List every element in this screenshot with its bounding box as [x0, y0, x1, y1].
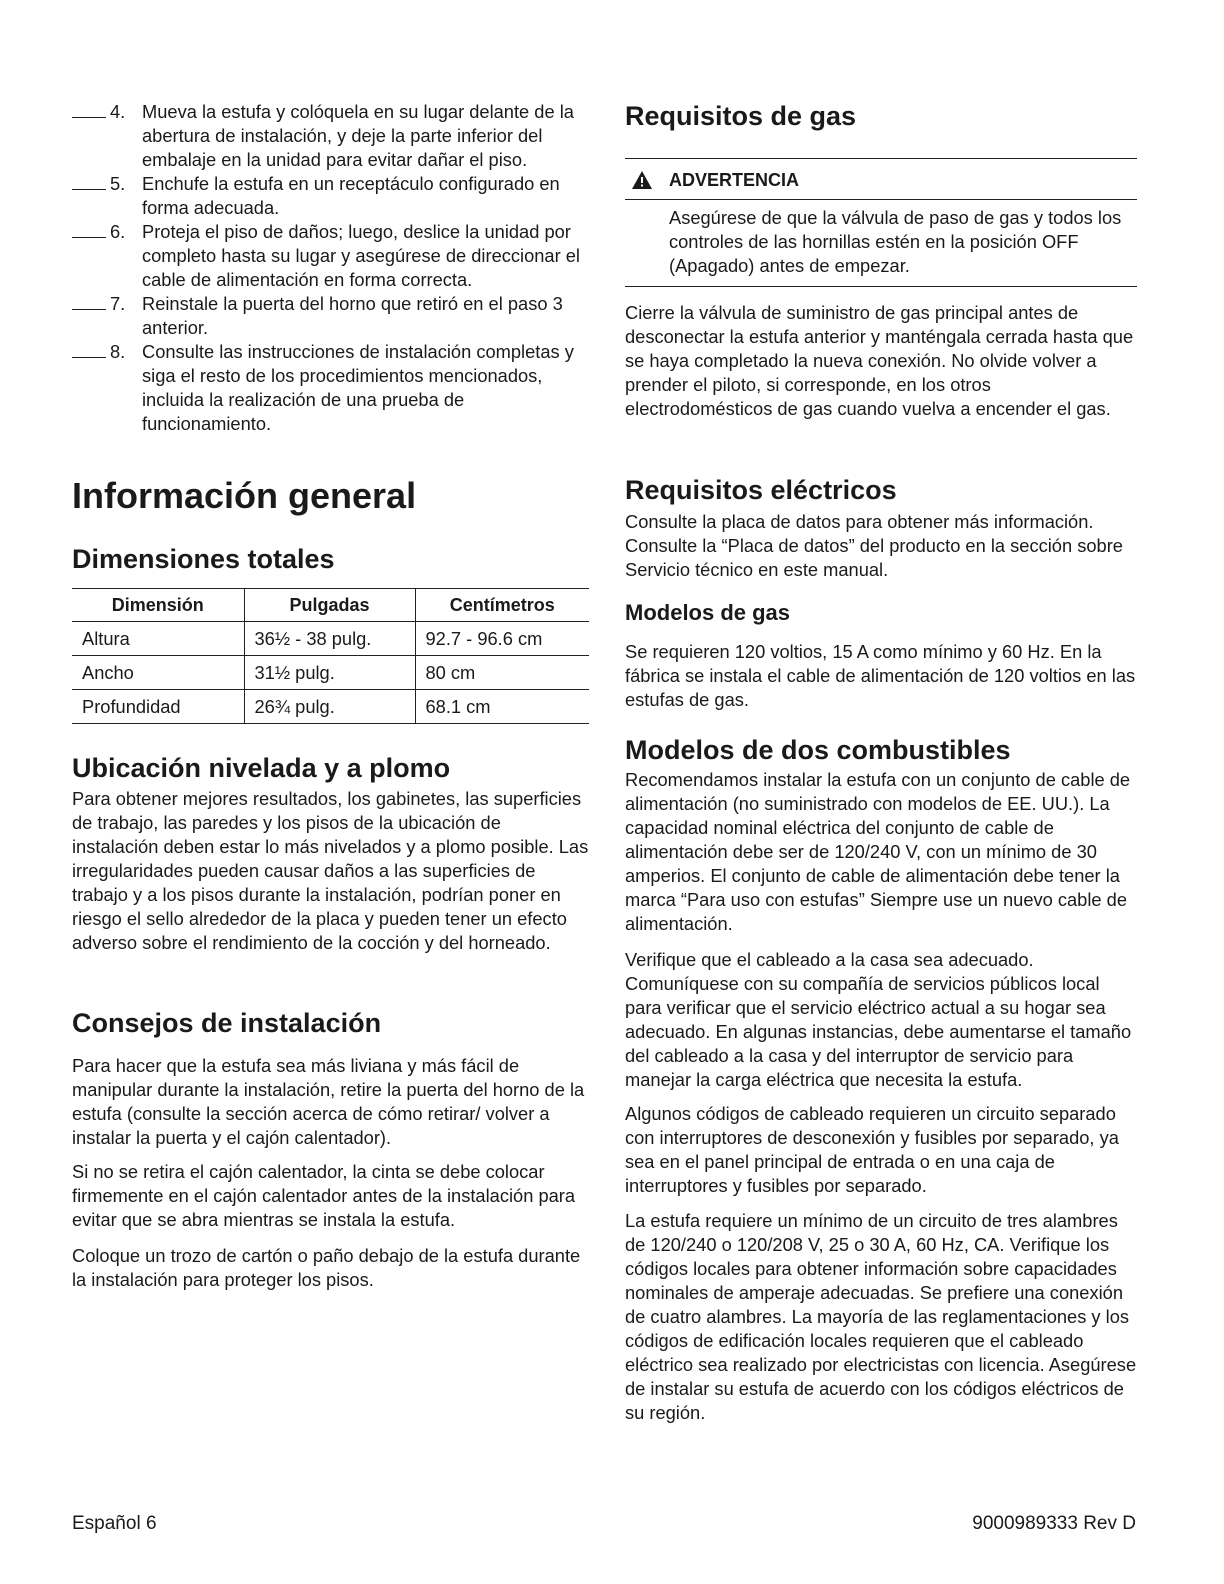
step-text: Proteja el piso de daños; luego, deslice la unidad por completo hasta su lugar y asegúrese de direccionar el cable de alimentación en forma correcta. [142, 221, 580, 290]
table-cell: 68.1 cm [415, 690, 589, 724]
gas-paragraph: Cierre la válvula de suministro de gas principal antes de desconectar la estufa anterior y manténgala cerrada hasta que se haya completado la nueva conexión. No olvide volver a prender el piloto, si corresponde, en los otros electrodomésticos de gas cuando vuelva a encender el gas. [625, 302, 1134, 419]
heading-gas-requirements: Requisitos de gas [625, 101, 857, 131]
heading-electric-requirements: Requisitos eléctricos [625, 475, 897, 505]
tips-paragraph-2: Si no se retira el cajón calentador, la cinta se debe colocar firmemente en el cajón calentador antes de la instalación para evitar que se abra mientras se instala la estufa. [72, 1161, 576, 1230]
step-item [72, 220, 592, 292]
heading-dual-fuel: Modelos de dos combustibles [625, 735, 1011, 765]
checkbox-line[interactable] [72, 220, 106, 238]
checkbox-line[interactable] [72, 172, 106, 190]
step-item [72, 172, 592, 220]
step-item [72, 340, 592, 436]
checkbox-line[interactable] [72, 340, 106, 358]
heading-gas-models: Modelos de gas [625, 600, 791, 625]
dual-paragraph-2: Verifique que el cableado a la casa sea adecuado. Comuníquese con su compañía de servicios públicos local para verificar que el servicio eléctrico actual a su hogar sea adecuado. En algunas instancias, debe aumentarse el tamaño del cableado a la casa y del interruptor de servicio para manejar la carga eléctrica que necesita la estufa. [625, 949, 1132, 1090]
table-cell: 31½ pulg. [244, 656, 415, 690]
warning-header [625, 167, 799, 193]
warning-top-rule [625, 158, 1137, 159]
dimensions-table [72, 588, 589, 724]
step-number: 6. [110, 221, 126, 242]
step-text: Mueva la estufa y colóquela en su lugar delante de la abertura de instalación, y deje la parte inferior del embalaje en la unidad para evitar dañar el piso. [142, 101, 574, 170]
checkbox-line[interactable] [72, 292, 106, 310]
footer-doc-number: 9000989333 Rev D [972, 1513, 1136, 1534]
dual-paragraph-4: La estufa requiere un mínimo de un circuito de tres alambres de 120/240 o 120/208 V, 25 o 30 A, 60 Hz, CA. Verifique los códigos locales para obtener información sobre capacidades nominales de amperaje adecuadas. Se prefiere una conexión de cuatro alambres. La mayoría de las reglamentaciones y los códigos de edificación locales requieren que el cableado eléctrico sea realizado por electricistas con licencia. Asegúrese de instalar su estufa de acuerdo con los códigos eléctricos de su región. [625, 1210, 1137, 1423]
table-cell: Altura [72, 622, 244, 656]
steps-list [72, 100, 592, 436]
dual-paragraph-1: Recomendamos instalar la estufa con un conjunto de cable de alimentación (no suministrado con modelos de EE. UU.). La capacidad nominal eléctrica del conjunto de cable de alimentación debe ser de 120/240 V, con un mínimo de 30 amperios. El conjunto de cable de alimentación debe tener la marca “Para uso con estufas” Siempre use un nuevo cable de alimentación. [625, 769, 1131, 934]
table-header: Dimensión [72, 589, 244, 622]
step-text: Enchufe la estufa en un receptáculo configurado en forma adecuada. [142, 173, 560, 218]
table-cell: 36½ - 38 pulg. [244, 622, 415, 656]
table-row [72, 656, 589, 690]
step-number: 7. [110, 293, 126, 314]
table-row [72, 622, 589, 656]
heading-level: Ubicación nivelada y a plomo [72, 753, 451, 783]
table-header: Pulgadas [244, 589, 415, 622]
footer-page-number: Español 6 [72, 1513, 157, 1534]
section-title-general: Información general [72, 475, 417, 516]
heading-tips: Consejos de instalación [72, 1008, 382, 1038]
step-item [72, 100, 592, 172]
heading-dimensions: Dimensiones totales [72, 544, 335, 574]
step-text: Reinstale la puerta del horno que retiró en el paso 3 anterior. [142, 293, 563, 338]
tips-paragraph-3: Coloque un trozo de cartón o paño debajo de la estufa durante la instalación para proteger los pisos. [72, 1245, 581, 1290]
dual-paragraph-3: Algunos códigos de cableado requieren un circuito separado con interruptores de desconexión y fusibles por separado, ya sea en el panel principal de entrada o en una caja de interruptores y fusibles por separado. [625, 1103, 1119, 1196]
table-cell: 26¾ pulg. [244, 690, 415, 724]
table-row [72, 690, 589, 724]
table-cell: 92.7 - 96.6 cm [415, 622, 589, 656]
gas-models-paragraph: Se requieren 120 voltios, 15 A como mínimo y 60 Hz. En la fábrica se instala el cable de alimentación de 120 voltios en las estufas de gas. [625, 641, 1136, 710]
step-number: 5. [110, 173, 126, 194]
step-number: 8. [110, 341, 126, 362]
step-number: 4. [110, 101, 126, 122]
checkbox-line[interactable] [72, 100, 106, 118]
tips-paragraph-1: Para hacer que la estufa sea más liviana y más fácil de manipular durante la instalación, retire la puerta del horno de la estufa (consulte la sección acerca de cómo retirar/ volver a instalar la puerta y el cajón calentador). [72, 1055, 585, 1148]
step-item [72, 292, 592, 340]
step-text: Consulte las instrucciones de instalación completas y siga el resto de los procedimientos mencionados, incluida la realización de una prueba de funcionamiento. [142, 341, 574, 434]
level-paragraph: Para obtener mejores resultados, los gabinetes, las superficies de trabajo, las paredes y los pisos de la ubicación de instalación deben estar lo más nivelados y a plomo posible. Las irregularidades pueden causar daños a las superficies de trabajo y a los pisos durante la instalación, podrían poner en riesgo el sello alrededor de la placa y pueden tener un efecto adverso sobre el rendimiento de la cocción y del horneado. [72, 788, 589, 953]
table-header: Centímetros [415, 589, 589, 622]
warning-triangle-icon [631, 170, 653, 190]
electric-paragraph: Consulte la placa de datos para obtener más información. Consulte la “Placa de datos” del producto en la sección sobre Servicio técnico en este manual. [625, 511, 1123, 580]
table-header-row [72, 589, 589, 622]
warning-bottom-rule [625, 286, 1137, 287]
table-cell: Profundidad [72, 690, 244, 724]
warning-text: Asegúrese de que la válvula de paso de gas y todos los controles de las hornillas estén en la posición OFF (Apagado) antes de empezar. [669, 207, 1122, 276]
warning-mid-rule [625, 199, 1137, 200]
table-cell: 80 cm [415, 656, 589, 690]
table-cell: Ancho [72, 656, 244, 690]
warning-label: ADVERTENCIA [669, 169, 800, 190]
